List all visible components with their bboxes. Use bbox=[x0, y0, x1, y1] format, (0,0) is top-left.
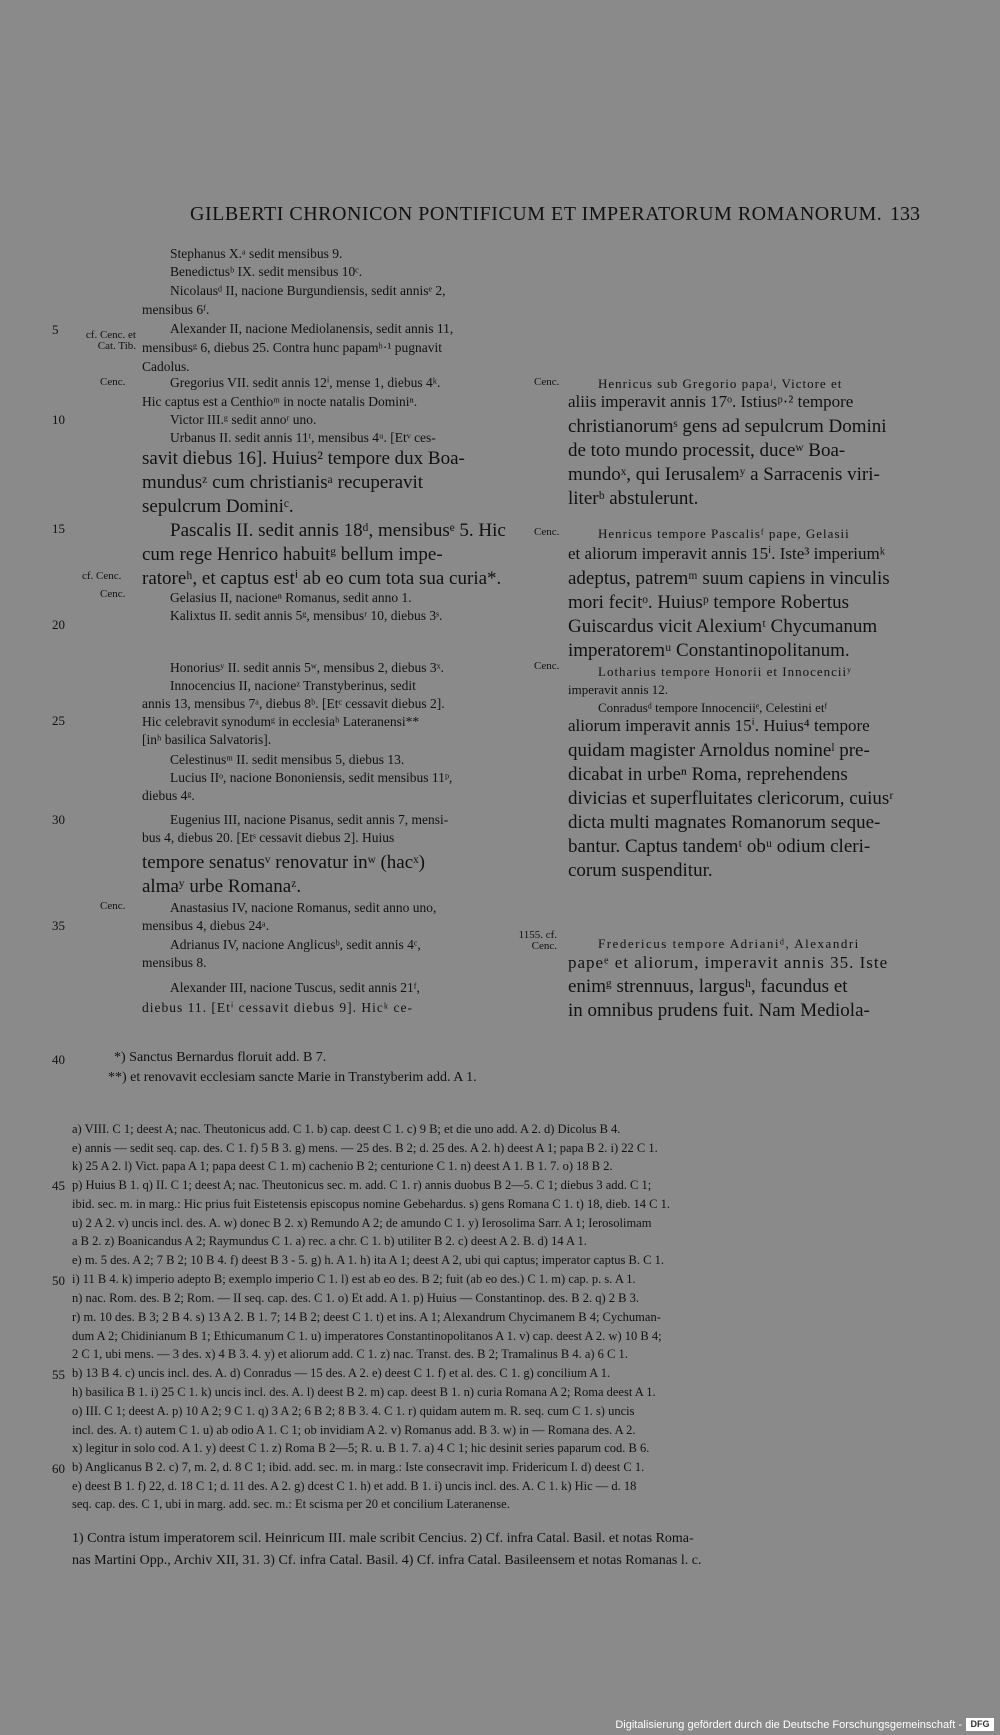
digitization-credit bbox=[0, 1713, 1000, 1735]
apparatus-line: u) 2 A 2. v) uncis incl. des. A. w) donec B 2. x) Remundo A 2; de amundo C 1. y) Ierosolima Sarr. A 1; Ierosolimam bbox=[72, 1216, 652, 1230]
text-line: Alexander III, nacione Tuscus, sedit annis 21ᶠ, bbox=[170, 980, 420, 995]
apparatus-line: o) III. C 1; deest A. p) 10 A 2; 9 C 1. q) 3 A 2; 6 B 2; 8 B 3. 4. C 1. r) quidam autem m. R. seq. cum C 1. s) uncis bbox=[72, 1404, 635, 1418]
line-number: 15 bbox=[52, 521, 65, 536]
line-number: 60 bbox=[52, 1461, 65, 1476]
apparatus-line: e) m. 5 des. A 2; 7 B 2; 10 B 4. f) deest B 3 - 5. g) h. A 1. h) ita A 1; deest A 2, ubi qui captus; imperator captus B. C 1. bbox=[72, 1253, 664, 1267]
text-line: annis 13, mensibus 7ᵃ, diebus 8ᵇ. [Etᶜ cessavit diebus 2]. bbox=[142, 696, 445, 711]
text-line: Innocencius II, nacioneᶻ Transtyberinus, sedit bbox=[170, 678, 416, 693]
text-line: papeᵉ et aliorum, imperavit annis 35. Iste bbox=[568, 953, 889, 972]
line-number: 5 bbox=[52, 322, 59, 337]
text-line: Henricus tempore Pascalisᶠ pape, Gelasii bbox=[598, 526, 850, 541]
text-line: bantur. Captus tandemᵗ obᵘ odium cleri- bbox=[568, 836, 871, 857]
text-line: christianorumˢ gens ad sepulcrum Domini bbox=[568, 416, 887, 437]
text-line: adeptus, patremᵐ suum capiens in vinculis bbox=[568, 568, 890, 589]
text-line: Nicolausᵈ II, nacione Burgundiensis, sedit annisᵉ 2, bbox=[170, 283, 446, 298]
margin-note: Cenc. bbox=[100, 900, 126, 912]
text-line: ratoreʰ, et captus estⁱ ab eo cum tota sua curia*. bbox=[142, 568, 502, 589]
text-line: Alexander II, nacione Mediolanensis, sedit annis 11, bbox=[170, 321, 454, 336]
text-line: Cadolus. bbox=[142, 359, 190, 374]
line-number: 10 bbox=[52, 412, 65, 427]
text-line: Celestinusᵐ II. sedit mensibus 5, diebus 13. bbox=[170, 752, 405, 767]
line-number: 35 bbox=[52, 918, 65, 933]
apparatus-line: x) legitur in solo cod. A 1. y) deest C 1. z) Roma B 2—5; R. u. B 1. 7. a) 4 C 1; hic desinit series paparum cod. B 6. bbox=[72, 1441, 650, 1455]
dfg-logo-icon: DFG bbox=[966, 1718, 994, 1731]
note-line: 1) Contra istum imperatorem scil. Heinricum III. male scribit Cencius. 2) Cf. infra Catal. Basil. et notas Roma- bbox=[72, 1531, 694, 1546]
page-number: 133 bbox=[890, 203, 920, 225]
apparatus-line: ibid. sec. m. in marg.: Hic prius fuit Eistetensis episcopus nomine Gebehardus. s) gens Romana C 1. t) 18, dieb. 14 C 1. bbox=[72, 1197, 670, 1211]
text-line: dicta multi magnates Romanorum seque- bbox=[568, 812, 881, 833]
text-line: Hic captus est a Centhioᵐ in nocte natalis Dominiⁿ. bbox=[142, 394, 418, 409]
apparatus-line: e) deest B 1. f) 22, d. 18 C 1; d. 11 des. A 2. g) dcest C 1. h) et add. B 1. i) uncis incl. des. A. C 1. k) Hic — d. 18 bbox=[72, 1479, 637, 1493]
text-line: Pascalis II. sedit annis 18ᵈ, mensibusᵉ 5. Hic bbox=[170, 520, 506, 541]
apparatus-line: a B 2. z) Boanicandus A 2; Raymundus C 1. a) rec. a chr. C 1. b) utiliter B 2. c) deest A 2. B. d) 14 A 1. bbox=[72, 1234, 587, 1248]
apparatus-line: h) basilica B 1. i) 25 C 1. k) uncis incl. des. A. l) deest B 2. m) cap. deest B 1. n) curia Romana A 2; Roma deest A 1. bbox=[72, 1385, 656, 1399]
text-line: diebus 4ᵍ. bbox=[142, 788, 195, 803]
margin-note: cf. Cenc. et Cat. Tib. bbox=[85, 329, 136, 352]
apparatus-line: r) m. 10 des. B 3; 2 B 4. s) 13 A 2. B 1. 7; 14 B 2; deest C 1. t) et ins. A 1; Alexandrum Chycimanem B 4; Cychuman- bbox=[72, 1310, 661, 1324]
text-line: et aliorum imperavit annis 15ⁱ. Iste³ imperiumᵏ bbox=[568, 544, 886, 563]
line-number: 25 bbox=[52, 713, 65, 728]
text-line: mensibus 6ᶠ. bbox=[142, 302, 210, 317]
text-line: Henricus sub Gregorio papaʲ, Victore et bbox=[598, 376, 843, 391]
text-line: mundoˣ, qui Ierusalemʸ a Sarracenis viri- bbox=[568, 464, 880, 485]
apparatus-line: 2 C 1, ubi mens. — 3 des. x) 4 B 3. 4. y) et aliorum add. C 1. z) nac. Transt. des. B 2; Tramalinus B 4. a) 6 C 1. bbox=[72, 1347, 628, 1361]
text-line: mundusᶻ cum christianisᵃ recuperavit bbox=[142, 472, 424, 493]
text-line: divicias et superfluitates clericorum, cuiusʳ bbox=[568, 788, 894, 809]
text-line: Adrianus IV, nacione Anglicusᵇ, sedit annis 4ᶜ, bbox=[170, 937, 421, 952]
apparatus-line: dum A 2; Chidinianum B 1; Ethicumanum C 1. u) imperatores Constantinopolitanos A 1. v) cap. deest A 2. w) 10 B 4; bbox=[72, 1329, 662, 1343]
text-line: de toto mundo processit, duceʷ Boa- bbox=[568, 440, 846, 461]
text-line: diebus 11. [Etⁱ cessavit diebus 9]. Hicᵏ ce- bbox=[142, 1000, 413, 1015]
line-number: 30 bbox=[52, 812, 65, 827]
text-line: Lucius IIᵒ, nacione Bononiensis, sedit mensibus 11ᵖ, bbox=[170, 770, 453, 785]
running-header bbox=[190, 203, 920, 233]
text-line: Kalixtus II. sedit annis 5ᵍ, mensibusʳ 10, diebus 3ˢ. bbox=[170, 608, 443, 623]
text-line: Gelasius II, nacioneⁿ Romanus, sedit anno 1. bbox=[170, 590, 412, 605]
text-line: Urbanus II. sedit annis 11ᵗ, mensibus 4ᵘ. [Etᵛ ces- bbox=[170, 430, 436, 445]
apparatus-line: seq. cap. des. C 1, ubi in marg. add. sec. m.: Et scisma per 20 et concilium Lateranense. bbox=[72, 1497, 510, 1511]
margin-note: cf. Cenc. bbox=[82, 570, 122, 582]
text-line: Stephanus X.ᵃ sedit mensibus 9. bbox=[170, 246, 343, 261]
text-line: bus 4, diebus 20. [Etˢ cessavit diebus 2]. Huius bbox=[142, 830, 395, 845]
footnote: *) Sanctus Bernardus floruit add. B 7. bbox=[114, 1050, 327, 1065]
text-line: [inʰ basilica Salvatoris]. bbox=[142, 732, 272, 747]
text-line: savit diebus 16]. Huius² tempore dux Boa- bbox=[142, 448, 465, 469]
text-line: mensibus 8. bbox=[142, 955, 207, 970]
apparatus-line: n) nac. Rom. des. B 2; Rom. — II seq. cap. des. C 1. o) Et add. A 1. p) Huius — Constantinop. des. B 2. q) 2 B 3. bbox=[72, 1291, 639, 1305]
text-line: Eugenius III, nacione Pisanus, sedit annis 7, mensi- bbox=[170, 812, 449, 827]
apparatus-line: k) 25 A 2. l) Vict. papa A 1; papa deest C 1. m) cachenio B 2; centurione C 1. n) deest A 1. B 1. 7. o) 18 B 2. bbox=[72, 1159, 613, 1173]
text-line: tempore senatusᵛ renovatur inʷ (hacˣ) bbox=[142, 852, 425, 873]
text-line: corum suspenditur. bbox=[568, 860, 713, 881]
credit-text: Digitalisierung gefördert durch die Deutsche Forschungsgemeinschaft - bbox=[615, 1719, 962, 1731]
line-number: 20 bbox=[52, 617, 65, 632]
text-line: mensibusᵍ 6, diebus 25. Contra hunc papamʰ·¹ pugnavit bbox=[142, 340, 443, 355]
footnote: **) et renovavit ecclesiam sancte Marie in Transtyberim add. A 1. bbox=[108, 1070, 477, 1085]
margin-note: Cenc. bbox=[534, 660, 560, 672]
text-line: Lotharius tempore Honorii et Innocenciiʸ bbox=[598, 664, 852, 679]
apparatus-line: e) annis — sedit seq. cap. des. C 1. f) 5 B 3. g) mens. — 25 des. B 2; d. 25 des. A 2. h) deest A 1; papa B 2. i) 22 C 1. bbox=[72, 1141, 658, 1155]
text-line: Benedictusᵇ IX. sedit mensibus 10ᶜ. bbox=[170, 264, 363, 279]
text-line: quidam magister Arnoldus nomineˡ pre- bbox=[568, 740, 870, 761]
page-title: GILBERTI CHRONICON PONTIFICUM ET IMPERATORUM ROMANORUM. bbox=[190, 203, 883, 225]
text-line: aliis imperavit annis 17ᵒ. Istiusᵖ·² tempore bbox=[568, 392, 854, 411]
text-line: literᵇ abstulerunt. bbox=[568, 488, 699, 509]
text-line: enimᵍ strennuus, largusʰ, facundus et bbox=[568, 976, 848, 997]
text-line: Victor III.ᵍ sedit annoʳ uno. bbox=[170, 412, 317, 427]
text-line: Hic celebravit synodumᵍ in ecclesiaʰ Lateranensi** bbox=[142, 714, 420, 729]
apparatus-line: incl. des. A. t) autem C 1. u) ab odio A 1. C 1; ob invidiam A 2. v) Romanus add. B 3. w) in — Romana des. A 2. bbox=[72, 1423, 636, 1437]
margin-note: Cenc. bbox=[534, 526, 560, 538]
line-number: 45 bbox=[52, 1178, 65, 1193]
text-line: Honoriusʸ II. sedit annis 5ʷ, mensibus 2, diebus 3ˣ. bbox=[170, 660, 444, 675]
margin-note: 1155. cf. Cenc. bbox=[518, 929, 557, 952]
text-line: Gregorius VII. sedit annis 12ⁱ, mense 1, diebus 4ᵏ. bbox=[170, 375, 441, 390]
line-number: 50 bbox=[52, 1273, 65, 1288]
text-line: Conradusᵈ tempore Innocenciiᵉ, Celestini etᶠ bbox=[598, 700, 828, 715]
margin-note: Cenc. bbox=[534, 376, 560, 388]
line-number: 55 bbox=[52, 1367, 65, 1382]
apparatus-line: b) Anglicanus B 2. c) 7, m. 2, d. 8 C 1; ibid. add. sec. m. in marg.: Iste consecravit imp. Fridericum I. d) deest C 1. bbox=[72, 1460, 645, 1474]
text-line: dicabat in urbeⁿ Roma, reprehendens bbox=[568, 764, 848, 785]
apparatus-line: b) 13 B 4. c) uncis incl. des. A. d) Conradus — 15 des. A 2. e) deest C 1. f) et al. des. C 1. g) concilium A 1. bbox=[72, 1366, 611, 1380]
text-line: mensibus 4, diebus 24ᵃ. bbox=[142, 918, 270, 933]
text-line: imperavit annis 12. bbox=[568, 682, 669, 697]
text-line: imperatoremᵘ Constantinopolitanum. bbox=[568, 640, 850, 661]
text-line: Anastasius IV, nacione Romanus, sedit anno uno, bbox=[170, 900, 437, 915]
text-line: cum rege Henrico habuitᵍ bellum impe- bbox=[142, 544, 443, 565]
apparatus-line: p) Huius B 1. q) II. C 1; deest A; nac. Theutonicus sec. m. add. C 1. r) annis duobus B 2—5. C 1; diebus 3 add. C 1; bbox=[72, 1178, 652, 1192]
text-line: in omnibus prudens fuit. Nam Mediola- bbox=[568, 1000, 870, 1021]
note-line: nas Martini Opp., Archiv XII, 31. 3) Cf. infra Catal. Basil. 4) Cf. infra Catal. Basileensem et notas Romanas l. c. bbox=[72, 1553, 702, 1568]
apparatus-line: i) 11 B 4. k) imperio adepto B; exemplo imperio C 1. l) est ab eo des. B 2; fuit (ab eo des.) C 1. m) cap. p. s. A 1. bbox=[72, 1272, 636, 1286]
line-number: 40 bbox=[52, 1052, 65, 1067]
text-line: Fredericus tempore Adrianiᵈ, Alexandri bbox=[598, 936, 860, 951]
text-line: aliorum imperavit annis 15ⁱ. Huius⁴ tempore bbox=[568, 716, 870, 735]
text-line: mori fecitᵒ. Huiusᵖ tempore Robertus bbox=[568, 592, 850, 613]
apparatus-line: a) VIII. C 1; deest A; nac. Theutonicus add. C 1. b) cap. deest C 1. c) 9 B; et die uno add. A 2. d) Dicolus B 4. bbox=[72, 1122, 621, 1136]
margin-note: Cenc. bbox=[100, 588, 126, 600]
text-line: sepulcrum Dominiᶜ. bbox=[142, 496, 294, 517]
text-line: Guiscardus vicit Alexiumᵗ Chycumanum bbox=[568, 616, 878, 637]
margin-note: Cenc. bbox=[100, 376, 126, 388]
text-line: almaʸ urbe Romanaᶻ. bbox=[142, 876, 302, 897]
